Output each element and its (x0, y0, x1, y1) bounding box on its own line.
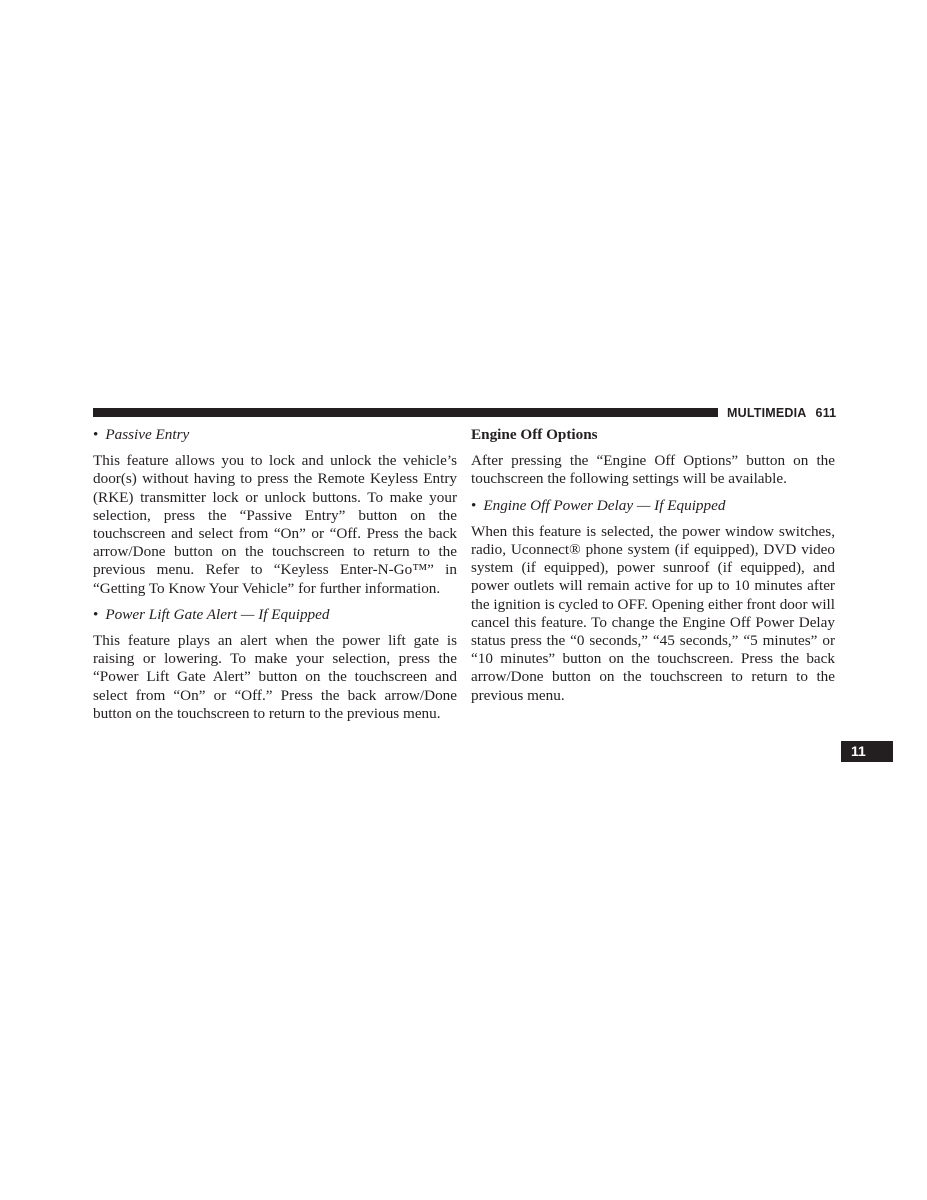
bullet-power-delay (471, 497, 835, 515)
header-rule (93, 408, 718, 417)
chapter-tab: 11 (841, 741, 893, 762)
bullet-power-lift-gate (93, 606, 457, 624)
page-number: 611 (815, 406, 837, 420)
bullet-icon: • (93, 426, 99, 443)
left-column (93, 426, 457, 731)
running-header (727, 405, 836, 421)
engine-off-intro-paragraph: After pressing the “Engine Off Options” button on the touchscreen the following settings will be available. (471, 452, 835, 488)
right-column (471, 426, 835, 713)
power-lift-gate-paragraph: This feature plays an alert when the power lift gate is raising or lowering. To make your selection, press the “Power Lift Gate Alert” button on the touchscreen and select from “On” or “Off.” Press the back arrow/Done button on the touchscreen to return to the previous menu. (93, 632, 457, 722)
bullet-icon: • (471, 496, 477, 514)
bullet-passive-entry (93, 426, 457, 444)
power-delay-paragraph: When this feature is selected, the power window switches, radio, Uconnect® phone system (if equipped), DVD video system (if equipped), power sunroof (if equipped), and power outlets will remain active for up to 10 minutes after the ignition is cycled to OFF. Opening either front door will cancel this feature. To change the Engine Off Power Delay status press the “0 seconds,” “45 seconds,” “5 minutes” or “10 minutes” button on the touchscreen. Press the back arrow/Done button on the touchscreen to return to the previous menu. (471, 522, 835, 704)
bullet-title: Passive Entry (105, 426, 190, 443)
passive-entry-paragraph: This feature allows you to lock and unlock the vehicle’s door(s) without having to press the Remote Keyless Entry (RKE) transmitter lock or unlock buttons. To make your selection, press the “Passive Entry” button on the touchscreen and select from “On” or “Off. Press the back arrow/Done button on the touchscreen to return to the previous menu. Refer to “Keyless Enter-N-Go™” in “Getting To Know Your Vehicle” for further information. (93, 452, 457, 597)
bullet-icon: • (93, 605, 99, 623)
bullet-title: Power Lift Gate Alert — If Equipped (105, 605, 330, 623)
section-title: MULTIMEDIA (727, 406, 807, 420)
bullet-title: Engine Off Power Delay — If Equipped (483, 496, 726, 514)
section-heading: Engine Off Options (471, 426, 598, 443)
